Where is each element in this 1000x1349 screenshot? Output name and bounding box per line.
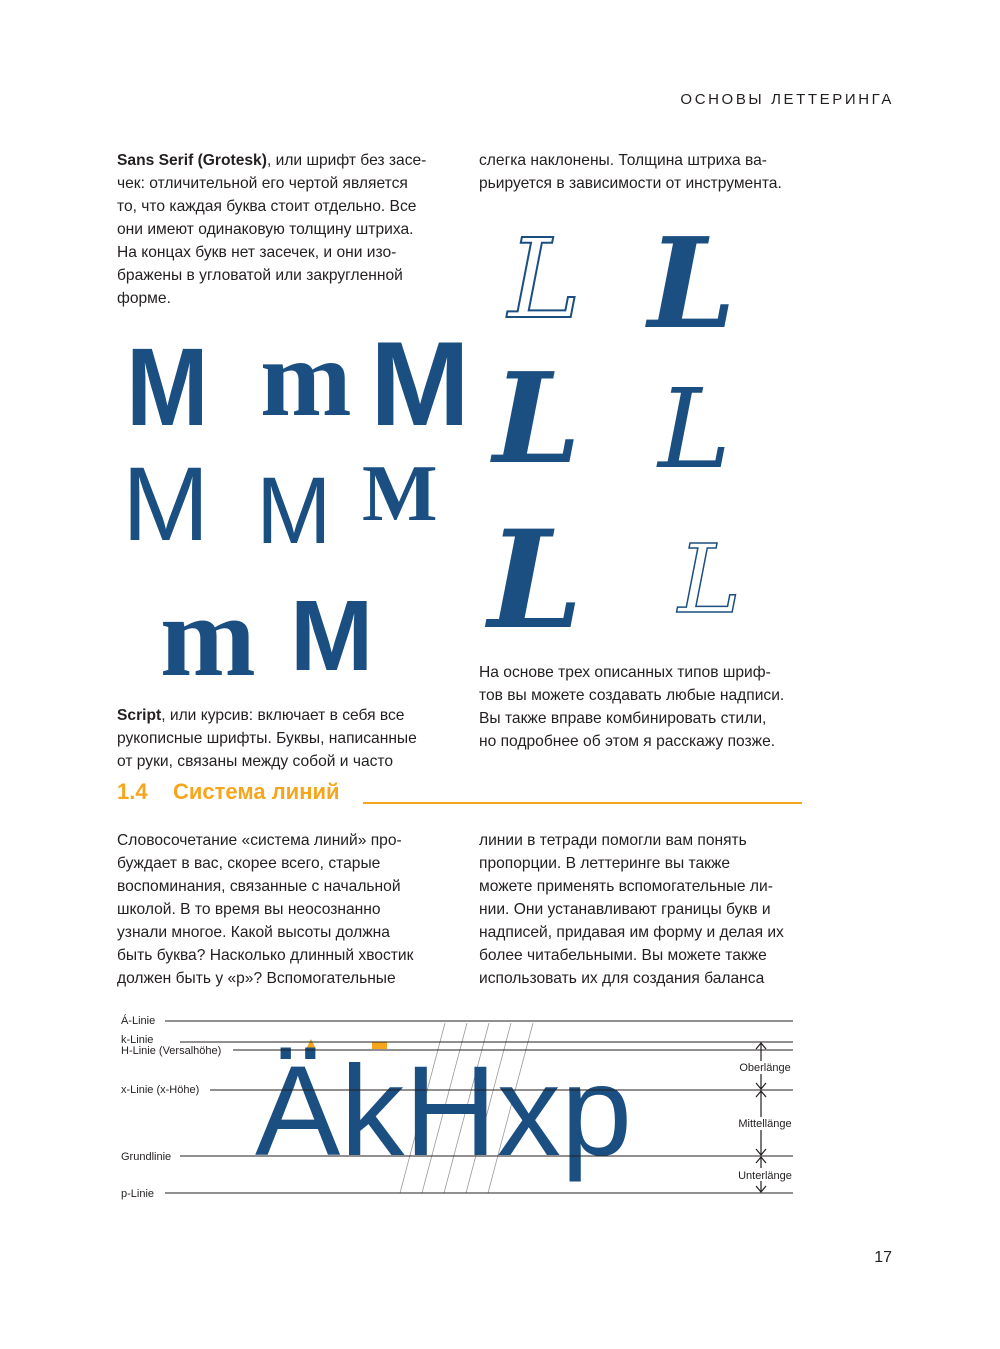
text-line: , или шрифт без засе-: [266, 152, 427, 169]
m-sample: M: [370, 317, 470, 451]
text-line: они имеют одинаковую толщину штриха.: [117, 221, 414, 238]
text-line: надписей, придавая им форму и делая их: [479, 924, 784, 941]
guideline-label: Grundlinie: [121, 1151, 172, 1163]
range-label: Mittellänge: [738, 1118, 792, 1130]
m-sample: m: [160, 573, 256, 700]
section-heading: [117, 779, 802, 807]
l-sample: L: [493, 346, 581, 492]
text-line: рьируется в зависимости от инструмента.: [479, 175, 782, 192]
text-line: линии в тетради помогли вам понять: [479, 832, 747, 849]
script-paragraph: [117, 704, 427, 773]
guideline-label: Á-Linie: [121, 1015, 156, 1027]
guideline-label: H-Linie (Versalhöhe): [121, 1045, 222, 1057]
l-sample: L: [508, 215, 582, 343]
text-line: Вы также вправе комбинировать стили,: [479, 710, 767, 727]
script-term: Script: [117, 707, 162, 724]
text-line: школой. В то время вы неосознанно: [117, 901, 381, 918]
section-number: 1.4: [117, 779, 148, 804]
sans-serif-paragraph: [117, 149, 427, 310]
m-samples-illustration: [110, 317, 470, 700]
text-line: , или курсив: включает в себя все: [161, 707, 405, 724]
section-title: Система линий: [173, 779, 340, 804]
text-line: пропорции. В леттеринге вы также: [479, 855, 731, 872]
text-line: форме.: [117, 290, 171, 307]
text-line: более читабельными. Вы можете также: [479, 947, 767, 964]
text-line: Словосочетание «система линий» про-: [117, 832, 402, 849]
text-line: На концах букв нет засечек, и они изо-: [117, 244, 397, 261]
text-line: чек: отличительной его чертой является: [117, 175, 408, 192]
guideline-label: p-Linie: [121, 1188, 155, 1200]
text-line: должен быть у «р»? Вспомогательные: [117, 970, 396, 987]
m-sample: m: [260, 317, 352, 439]
section-rule: [363, 802, 802, 804]
lines-intro-paragraph: [117, 829, 427, 990]
text-line: можете применять вспомогательные ли-: [479, 878, 773, 895]
text-line: слегка наклонены. Толщина штриха ва-: [479, 152, 767, 169]
l-sample: L: [658, 365, 732, 493]
text-line: использовать их для создания баланса: [479, 970, 765, 987]
running-head: ОСНОВЫ ЛЕТТЕРИНГА: [680, 91, 894, 108]
text-line: нии. Они устанавливают границы букв и: [479, 901, 771, 918]
text-line: воспоминания, связанные с начальной: [117, 878, 401, 895]
m-sample: M: [256, 456, 332, 564]
m-sample: M: [290, 580, 374, 692]
text-line: тов вы можете создавать любые надписи.: [479, 687, 785, 704]
text-line: то, что каждая буква стоит отдельно. Все: [117, 198, 417, 215]
text-line: быть буква? Насколько длинный хвостик: [117, 947, 414, 964]
l-sample: L: [678, 525, 742, 635]
styles-paragraph: [479, 661, 809, 753]
sample-word: ÄkHxp: [255, 1040, 632, 1183]
guideline-label: x-Linie (x-Höhe): [121, 1084, 200, 1096]
text-line: узнали многое. Какой высоты должна: [117, 924, 390, 941]
text-line: буждает в вас, скорее всего, старые: [117, 855, 381, 872]
text-line: рукописные шрифты. Буквы, написанные: [117, 730, 417, 747]
range-label: Unterlänge: [738, 1170, 792, 1182]
m-sample: M: [362, 450, 438, 538]
text-line: бражены в угловатой или закругленной: [117, 267, 403, 284]
guideline-label: k-Linie: [121, 1034, 154, 1046]
l-samples-illustration: [478, 211, 808, 659]
sans-serif-term: Sans Serif (Grotesk): [117, 152, 267, 169]
lines-continued-paragraph: [479, 829, 809, 990]
range-label: Oberlänge: [739, 1062, 791, 1074]
text-line: от руки, связаны между собой и часто: [117, 753, 394, 770]
script-continued-paragraph: [479, 149, 809, 195]
l-sample: L: [488, 500, 583, 659]
l-sample: L: [648, 211, 736, 357]
text-line: но подробнее об этом я расскажу позже.: [479, 733, 776, 750]
m-sample: M: [122, 446, 210, 563]
page-number: 17: [874, 1249, 892, 1266]
line-system-diagram: [115, 1005, 805, 1205]
m-sample: M: [126, 326, 209, 450]
text-line: На основе трех описанных типов шриф-: [479, 664, 771, 681]
